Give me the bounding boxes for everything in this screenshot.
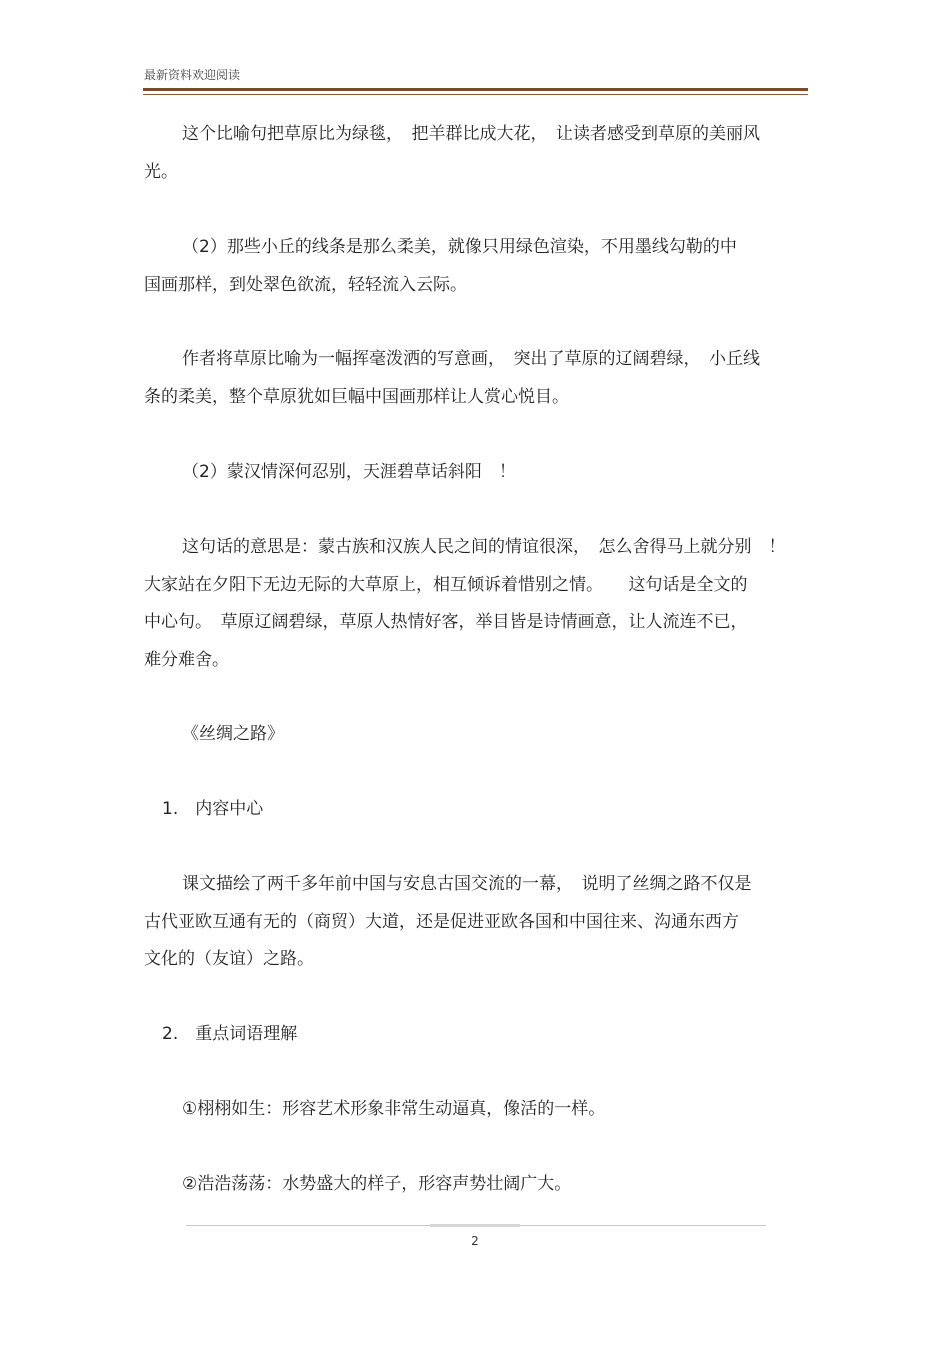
header-rule-thin (143, 94, 808, 95)
text-line: ②浩浩荡荡：水势盛大的样子，形容声势壮阔广大。 (182, 1174, 572, 1194)
text-line: 《丝绸之路》 (182, 724, 284, 744)
text-line: 难分难舍。 (144, 649, 229, 670)
text-line: 这句话的意思是：蒙古族和汉族人民之间的情谊很深， 怎么舍得马上就分别 ！ (182, 537, 786, 557)
text-line: 这个比喻句把草原比为绿毯， 把羊群比成大花， 让读者感受到草原的美丽风 (182, 124, 760, 144)
paragraph (144, 529, 809, 679)
text-line: （2）那些小丘的线条是那么柔美，就像只用绿色渲染，不用墨线勾勒的中 (182, 237, 737, 257)
text-line: 国画那样，到处翠色欲流，轻轻流入云际。 (144, 274, 467, 295)
paragraph (144, 1166, 809, 1204)
paragraph (144, 866, 809, 979)
text-line: 光。 (144, 161, 178, 182)
section-title (144, 716, 809, 754)
footer-rule-accent (430, 1224, 520, 1227)
text-line: 课文描绘了两千多年前中国与安息古国交流的一幕， 说明了丝绸之路不仅是 (182, 874, 752, 894)
text-line: 2. 重点词语理解 (162, 1024, 298, 1044)
header-rule-thick (143, 88, 808, 91)
text-line: 大家站在夕阳下无边无际的大草原上，相互倾诉着惜别之情。 这句话是全文的 (144, 574, 748, 595)
header-text: 最新资料欢迎阅读 (144, 68, 241, 82)
text-line: （2）蒙汉情深何忍别，天涯碧草话斜阳 ！ (182, 462, 516, 482)
text-line: 条的柔美，整个草原犹如巨幅中国画那样让人赏心悦目。 (144, 386, 569, 407)
page-number: 2 (471, 1234, 479, 1248)
numbered-heading (162, 1016, 827, 1054)
paragraph (144, 1091, 809, 1129)
text-line: 作者将草原比喻为一幅挥毫泼洒的写意画， 突出了草原的辽阔碧绿， 小丘线 (182, 349, 760, 369)
text-line: 中心句。 草原辽阔碧绿，草原人热情好客，举目皆是诗情画意，让人流连不已， (144, 612, 748, 632)
text-line: 1. 内容中心 (162, 799, 264, 819)
numbered-heading (162, 791, 827, 829)
paragraph (144, 454, 809, 492)
paragraph (144, 229, 809, 304)
paragraph (144, 341, 809, 416)
text-line: ①栩栩如生：形容艺术形象非常生动逼真，像活的一样。 (182, 1099, 606, 1119)
text-line: 古代亚欧互通有无的（商贸）大道，还是促进亚欧各国和中国往来、沟通东西方 (144, 911, 739, 932)
paragraph (144, 116, 809, 191)
text-line: 文化的（友谊）之路。 (144, 949, 314, 969)
